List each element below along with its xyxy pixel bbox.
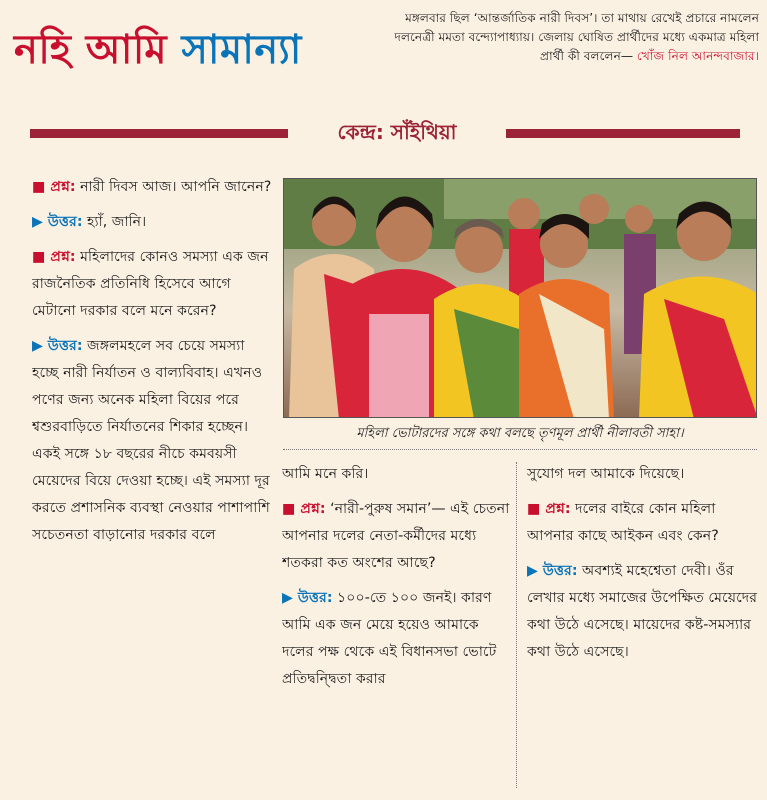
answer-marker-icon: ▶: [282, 590, 298, 606]
answer-marker-icon: ▶: [32, 338, 48, 354]
question-2-text: মহিলাদের কোনও সমস্যা এক জন রাজনৈতিক প্রতিনিধি হিসেবে আগে মেটানো দরকার বলে মনে করেন?: [32, 249, 269, 319]
answer-marker-icon: ▶: [527, 563, 543, 579]
answer-label: উত্তর:: [47, 338, 83, 354]
question-label: প্রশ্ন:: [545, 501, 571, 517]
answer-marker-icon: ▶: [32, 214, 48, 230]
answer-3: [282, 585, 514, 693]
caption-rule: [283, 449, 757, 450]
question-2: [32, 244, 272, 325]
answer-label: উত্তর:: [542, 563, 578, 579]
question-1-text: নারী দিবস আজ। আপনি জানেন?: [75, 179, 272, 195]
answer-2-text: জঙ্গলমহলে সব চেয়ে সমস্যা হচ্ছে নারী নির্যাতন ও বাল্যবিবাহ। এখনও পণের জন্য অনেক মহিলা বিয়ের পরে শ্বশুরবাড়িতে নির্যাতনের শিকার হচ্ছেন। একই সঙ্গে ১৮ বছরের নীচে কমবয়সী মেয়েদের বিয়ে দেওয়া হচ্ছে। এই সমস্যা দূর করতে প্রশাসনিক ব্যবস্থা নেওয়ার পাশাপাশি সচেতনতা বাড়ানোর দরকার বলে: [32, 338, 270, 543]
constituency-label: কেন্দ্র: সাঁইথিয়া: [337, 120, 457, 144]
column-left: [32, 174, 272, 794]
answer-1: [32, 209, 272, 236]
question-3: [282, 496, 514, 577]
photo-caption: মহিলা ভোটারদের সঙ্গে কথা বলছে তৃণমূল প্রার্থী নীলাবতী সাহা।: [356, 426, 684, 441]
divider-bar-right: [506, 129, 740, 138]
question-label: প্রশ্ন:: [300, 501, 326, 517]
intro-text: [385, 9, 759, 66]
question-4-text: দলের বাইরে কোন মহিলা আপনার কাছে আইকন এবং কেন?: [527, 501, 719, 544]
intro-body: মঙ্গলবার ছিল ‘আন্তর্জাতিক নারী দিবস’। তা মাথায় রেখেই প্রচারে নামলেন দলনেত্রী মমতা বন্দ্যোপাধ্যায়। জেলায় ঘোষিত প্রার্থীদের মধ্যে একমাত্র মহিলা প্রার্থী কী বললেন—: [394, 11, 759, 63]
answer-4: [527, 558, 759, 666]
question-label: প্রশ্ন:: [50, 249, 76, 265]
intro-source: খোঁজ নিল আনন্দবাজার।: [636, 49, 759, 63]
headline: [14, 28, 302, 72]
answer-3-continued: সুযোগ দল আমাকে দিয়েছে।: [527, 466, 685, 482]
question-1: [32, 174, 272, 201]
answer-2-continued: আমি মনে করি।: [282, 466, 369, 482]
answer-label: উত্তর:: [47, 214, 83, 230]
column-middle: [282, 461, 514, 791]
women-crowd-photo-icon: [284, 179, 757, 418]
answer-3-text: ১০০-তে ১০০ জনই। কারণ আমি এক জন মেয়ে হয়েও আমাকে দলের পক্ষ থেকে এই বিধানসভা ভোটে প্রতিদ্বন্দ্বিতা করার: [282, 590, 497, 687]
question-marker-icon: ■: [32, 179, 51, 195]
headline-part-2: সামান্যা: [181, 27, 302, 73]
headline-part-1: নহি আমি: [14, 27, 182, 73]
answer-label: উত্তর:: [297, 590, 333, 606]
campaign-photo: [283, 178, 757, 418]
column-separator: [516, 462, 517, 788]
section-divider: [30, 118, 740, 148]
divider-bar-left: [30, 129, 288, 138]
question-4: [527, 496, 759, 550]
question-marker-icon: ■: [32, 249, 51, 265]
column-right: [527, 461, 759, 791]
question-marker-icon: ■: [527, 501, 546, 517]
answer-4-text: অবশ্যই মহেশ্বেতা দেবী। ওঁর লেখার মধ্যে সমাজের উপেক্ষিত মেয়েদের কথা উঠে এসেছে। মায়েদের কষ্ট-সমস্যার কথা উঠে এসেছে।: [527, 563, 758, 660]
answer-2: [32, 333, 272, 549]
answer-1-text: হ্যাঁ, জানি।: [82, 214, 147, 230]
question-label: প্রশ্ন:: [50, 179, 76, 195]
question-3-text: ‘নারী-পুরুষ সমান’— এই চেতনা আপনার দলের নেতা-কর্মীদের মধ্যে শতকরা কত অংশের আছে?: [282, 501, 510, 571]
question-marker-icon: ■: [282, 501, 301, 517]
